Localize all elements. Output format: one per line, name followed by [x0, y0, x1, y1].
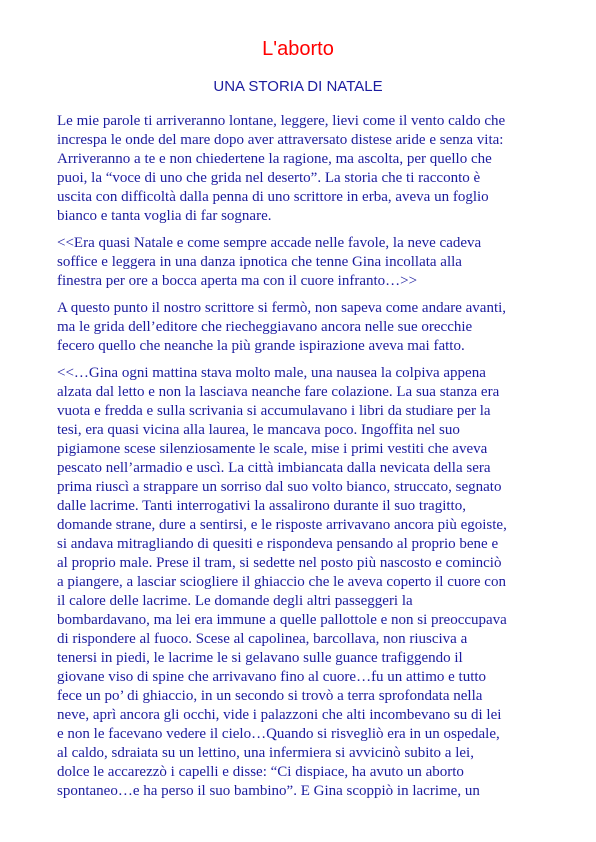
text-line: giovane viso di spine che arrivavano fino al cuore…fu un attimo e tutto [57, 669, 487, 685]
text-line: fecero quello che neanche la più grande ispirazione aveva mai fatto. [57, 338, 465, 354]
text-line: di rispondere al fuoco. Scese al capolinea, barcollava, non riusciva a [57, 631, 468, 647]
text-line: si andava mitragliando di quesiti e rispondeva pensando al proprio bene e [57, 536, 499, 552]
text-line: il calore delle lacrime. Le domande degli altri passeggeri la [57, 593, 413, 609]
text-line: prima riuscì a strappare un sorriso dal suo volto bianco, struccato, segnato [57, 479, 502, 495]
text-line: tenersi in piedi, le lacrime le si gelavano sulle guance trafiggendo il [57, 650, 463, 666]
text-line: alzata dal letto e non la lasciava neanche fare colazione. La sua stanza era [57, 384, 500, 400]
document-title: L'aborto [262, 38, 334, 60]
text-line: <<Era quasi Natale e come sempre accade nelle favole, la neve cadeva [57, 235, 482, 251]
document-subtitle: UNA STORIA DI NATALE [213, 78, 383, 95]
text-line: e non le facevano vedere il cielo…Quando si risvegliò era in un ospedale, [57, 726, 500, 742]
text-line: ma le grida dell’editore che riecheggiavano ancora nelle sue orecchie [57, 319, 473, 335]
text-line: dolce le accarezzò i capelli e disse: “Ci dispiace, ha avuto un aborto [57, 764, 464, 780]
text-line: A questo punto il nostro scrittore si fermò, non sapeva come andare avanti, [57, 300, 507, 316]
paragraph [57, 112, 545, 226]
text-line: soffice e leggera in una danza ipnotica che tenne Gina incollata alla [57, 254, 462, 270]
paragraph [57, 299, 545, 356]
text-line: uscita con difficoltà dalla penna di uno scrittore in erba, aveva un foglio [57, 189, 489, 205]
text-line: Arriveranno a te e non chiedertene la ragione, ma ascolta, per quello che [57, 151, 492, 167]
text-line: puoi, la “voce di uno che grida nel deserto”. La storia che ti racconto è [57, 170, 481, 186]
text-line: spontaneo…e ha perso il suo bambino”. E Gina scoppiò in lacrime, un [57, 783, 480, 799]
text-line: bombardavano, ma lei era immune a quelle pallottole e non si preoccupava [57, 612, 507, 628]
text-line: increspa le onde del mare dopo aver attraversato distese aride e senza vita: [57, 132, 504, 148]
text-line: domande strane, dure a sentirsi, e le risposte arrivavano ancora più egoiste, [57, 517, 507, 533]
text-line: tesi, era quasi vicina alla laurea, le mancava poco. Ingoffita nel suo [57, 422, 460, 438]
text-line: fece un po’ di ghiaccio, in un secondo si trovò a terra sprofondata nella [57, 688, 483, 704]
text-line: pigiamone scese silenziosamente le scale, mise i primi vestiti che aveva [57, 441, 488, 457]
text-line: al caldo, sdraiata su un lettino, una infermiera si avvicinò subito a lei, [57, 745, 474, 761]
paragraph [57, 234, 545, 291]
text-line: vuota e fredda e sulla scrivania si accumulavano i libri da studiare per la [57, 403, 491, 419]
text-line: dalle lacrime. Tanti interrogativi la assalirono durante il suo tragitto, [57, 498, 466, 514]
text-line: Le mie parole ti arriveranno lontane, leggere, lievi come il vento caldo che [57, 113, 506, 129]
text-line: pescato nell’armadio e uscì. La città imbiancata dalla nevicata della sera [57, 460, 491, 476]
text-line: <<…Gina ogni mattina stava molto male, una nausea la colpiva appena [57, 365, 486, 381]
text-line: neve, aprì ancora gli occhi, vide i palazzoni che alti incombevano su di lei [57, 707, 502, 723]
text-line: bianco e tanta voglia di far sognare. [57, 208, 272, 224]
text-line: a piangere, a lasciar sciogliere il ghiaccio che le aveva coperto il cuore con [57, 574, 506, 590]
text-line: al proprio male. Prese il tram, si sedette nel posto più nascosto e cominciò [57, 555, 502, 571]
text-line: finestra per ore a bocca aperta ma con il cuore infranto…>> [57, 273, 418, 289]
document-body [57, 112, 545, 809]
paragraph [57, 364, 545, 801]
